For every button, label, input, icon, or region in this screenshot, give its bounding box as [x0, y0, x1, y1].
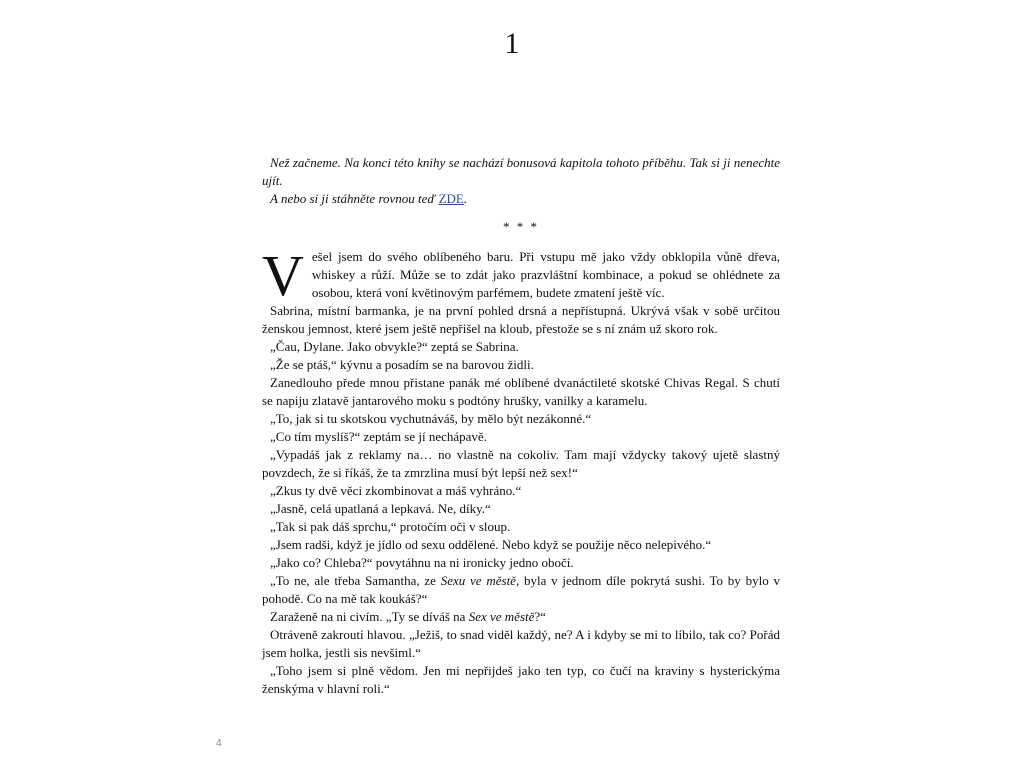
paragraph-text: ?“: [534, 609, 546, 624]
paragraph-text: , byla v jednom díle pokrytá sushi. To by bylo v pohodě. Co na mě tak koukáš?“: [262, 573, 780, 606]
chapter-number: 1: [504, 27, 520, 60]
intro-line-1: Než začneme. Na konci této knihy se nachází bonusová kapitola tohoto příběhu. Tak si ji nenechte ujít.: [262, 155, 780, 188]
intro-line-2-end: .: [463, 191, 468, 206]
download-link[interactable]: ZDE: [438, 191, 464, 206]
paragraph-text: „To ne, ale třeba Samantha, ze: [270, 573, 441, 588]
intro-note: [262, 154, 780, 208]
paragraph-text: Zaraženě na ni civím. „Ty se díváš na: [270, 609, 469, 624]
paragraph: „Tak si pak dáš sprchu,“ protočím oči v sloup.: [270, 519, 511, 534]
intro-line-2: [262, 190, 780, 208]
paragraph: „Jasně, celá upatlaná a lepkavá. Ne, díky.“: [270, 501, 491, 516]
paragraph: „Jako co? Chleba?“ povytáhnu na ni ironicky jedno obočí.: [270, 555, 574, 570]
lead-paragraph: [262, 243, 780, 308]
drop-cap: V: [262, 243, 304, 308]
story-text: [262, 243, 780, 698]
paragraph: [262, 608, 780, 626]
title-emphasis: Sex ve městě: [468, 609, 535, 624]
paragraph: Zanedlouho přede mnou přistane panák mé oblíbené dvanáctileté skotské Chivas Regal. S chutí se napiju zlatavě jantarového moku s podtóny hrušky, vanilky a karamelu.: [262, 375, 780, 408]
paragraph: „Čau, Dylane. Jako obvykle?“ zeptá se Sabrina.: [270, 339, 519, 354]
title-emphasis: Sexu ve městě: [440, 573, 516, 588]
intro-line-2-text: A nebo si ji stáhněte rovnou teď: [270, 191, 439, 206]
paragraph: „Co tím myslíš?“ zeptám se jí nechápavě.: [270, 429, 487, 444]
lead-paragraph-text: ešel jsem do svého oblíbeného baru. Při vstupu mě jako vždy obklopila vůně dřeva, whiskey a růží. Může se to zdát jako prazvláštní kombinace, a pokud se ohlédnete za osobou, která voní květinovým parfémem, budete zmatení ještě víc.: [311, 249, 780, 300]
paragraph: „To, jak si tu skotskou vychutnáváš, by mělo být nezákonné.“: [270, 411, 592, 426]
paragraph: [262, 572, 780, 608]
paragraph: Otráveně zakroutí hlavou. „Ježiš, to snad viděl každý, ne? A i kdyby se mi to líbilo, tak co? Pořád jsem holka, jestli sis nevšiml.“: [262, 627, 780, 660]
section-separator: * * *: [503, 219, 539, 234]
paragraph: „Jsem radši, když je jídlo od sexu oddělené. Nebo když se použije něco nelepivého.“: [270, 537, 712, 552]
paragraph: Sabrina, místní barmanka, je na první pohled drsná a nepřístupná. Ukrývá však v sobě určitou ženskou jemnost, které jsem ještě nepřišel na kloub, přestože se s ní znám už skoro rok.: [262, 303, 780, 336]
page-number: 4: [216, 738, 222, 749]
paragraph: „Zkus ty dvě věci zkombinovat a máš vyhráno.“: [270, 483, 522, 498]
paragraph: „Vypadáš jak z reklamy na… no vlastně na cokoliv. Tam mají vždycky takový ujetě slastný povzdech, že si říkáš, že ta zmrzlina musí být lepší než sex!“: [262, 447, 780, 480]
paragraph: „Toho jsem si plně vědom. Jen mi nepřijdeš jako ten typ, co čučí na kraviny s hysterickýma ženskýma v hlavní roli.“: [262, 663, 780, 696]
paragraph: „Že se ptáš,“ kývnu a posadím se na barovou židli.: [270, 357, 534, 372]
page-content: [262, 154, 780, 698]
